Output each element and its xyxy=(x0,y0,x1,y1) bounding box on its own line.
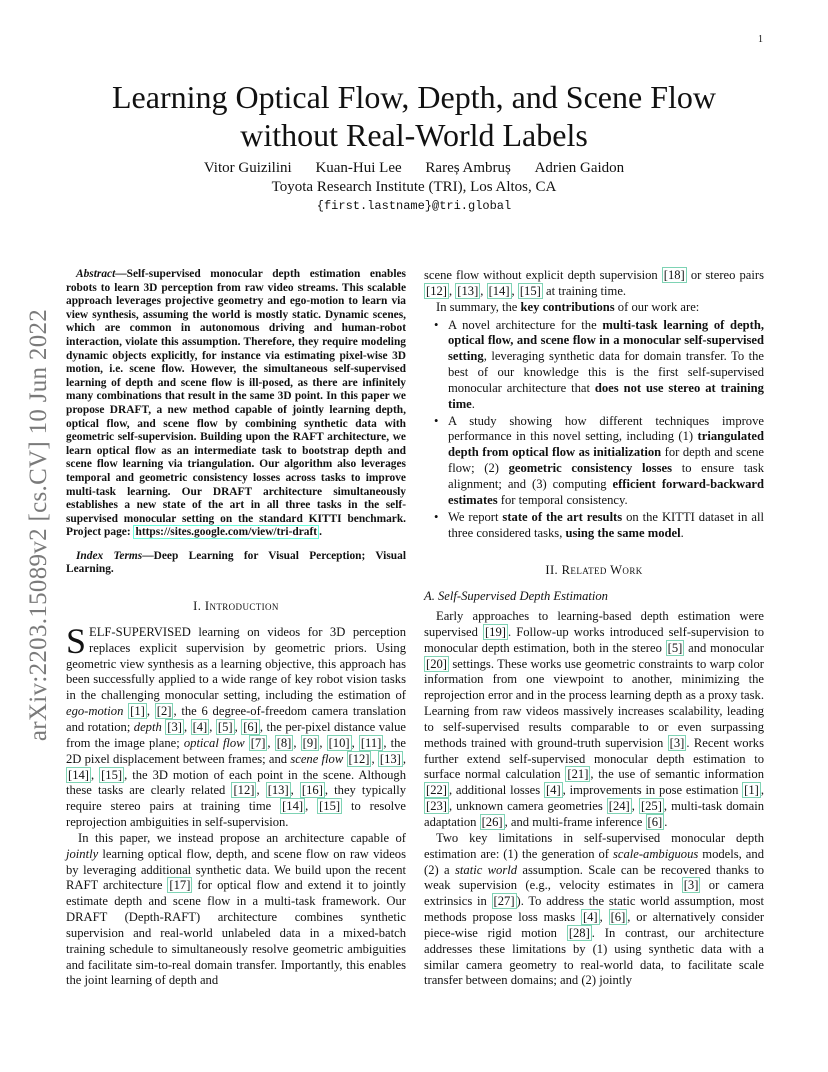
subsection-heading: A. Self-Supervised Depth Estimation xyxy=(424,589,608,604)
author: Vitor Guizilini xyxy=(203,160,292,176)
author-list xyxy=(60,160,768,177)
arxiv-stamp: arXiv:2203.15089v2 [cs.CV] 10 Jun 2022 xyxy=(25,308,52,742)
author: Adrien Gaidon xyxy=(534,160,625,176)
right-column xyxy=(424,268,764,989)
paper-title: Learning Optical Flow, Depth, and Scene Flow without Real-World Labels xyxy=(111,79,716,153)
author: Rareș Ambruș xyxy=(425,160,511,176)
summary-line: In summary, the key contributions of our work are: xyxy=(436,299,700,314)
list-item: • A study showing how different techniques improve performance in this novel setting, including (1) triangulated depth from optical flow as initialization for depth and scene flow; (2) geometric consistency losses to ensure task alignment; and (3) computing efficient forward-backward estimates for temporal consistency. xyxy=(448,414,764,509)
related-paragraph-1: Early approaches to learning-based depth estimation were supervised [19] . Follow-up works introduced self-supervision to monocular depth estimation, both in the stereo [5] and monocular [20] settings. These works use geometric constraints to warp color information from one viewpoint to another, minimizing the reprojection error and in the process learning depth as a proxy task. Learning from raw videos massively increases scalability, leading to self-supervised results comparable to or even surpassing methods trained with ground-truth supervision [3] . Recent works further extend self-supervised monocular depth estimation to surface normal calculation [21] , the use of semantic information [22] , additional losses [4] , improvements in pose estimation [1] , [23] , unknown camera geometries [24] , [25] , multi-task domain adaptation [26] , and multi-frame inference [6] . xyxy=(424,609,765,829)
intro-paragraph-2: In this paper, we instead propose an architecture capable of jointly learning optical flow, depth, and scene flow on raw videos by leveraging additional synthetic data. We build upon the recent RAFT architecture [17] for optical flow and extend it to jointly estimate depth and scene flow in a multi-task framework. Our DRAFT (Depth-RAFT) architecture combines synthetic supervision and real-world unlabeled data in a mixed-batch training schedule to simultaneously resolve geometric ambiguities and facilitate sim-to-real domain transfer. Importantly, this enables the joint learning of depth and xyxy=(66,830,406,988)
abstract: Abstract—Self-supervised monocular depth estimation enables robots to learn 3D perception from raw video streams. This scalable approach leverages projective geometry and ego-motion to learn via view synthesis, assuming the world is mostly static. Dynamic scenes, which are common in autonomous driving and human-robot interaction, violate this assumption. Therefore, they require modeling dynamic objects explicitly, for instance via estimating pixel-wise 3D motion, i.e. scene flow. However, the simultaneous self-supervised learning of depth and scene flow is ill-posed, as there are infinitely many combinations that result in the same 3D point. In this paper we propose DRAFT, a new method capable of jointly learning depth, optical flow, and scene flow by combining synthetic data with geometric self-supervision. Building upon the RAFT architecture, we learn optical flow as an intermediate task to bootstrap depth and scene flow learning via triangulation. Our algorithm also leverages temporal and geometric consistency losses across tasks to improve multi-task learning. Our DRAFT architecture simultaneously establishes a new state of the art in all three tasks in the self-supervised monocular setting on the standard KITTI benchmark. Project page: https://sites.google.com/view/tri-draft . xyxy=(66,268,406,539)
author: Kuan-Hui Lee xyxy=(315,160,402,176)
list-item: • A novel architecture for the multi-task learning of depth, optical flow, and scene flow in a monocular self-supervised setting, leveraging synthetic data for domain transfer. To the best of our knowledge this is the first self-supervised monocular architecture that does not use stereo at training time. xyxy=(448,318,764,413)
left-column xyxy=(66,268,406,989)
index-terms: Index Terms—Deep Learning for Visual Perception; Visual Learning. xyxy=(66,549,406,576)
section-heading-introduction: I. Introduction xyxy=(193,599,279,614)
related-paragraph-2: Two key limitations in self-supervised monocular depth estimation are: (1) the generation of scale-ambiguous models, and (2) a static world assumption. Scale can be recovered thanks to weak supervision (e.g., velocity estimates in [3] or camera extrinsics in [27] ). To address the static world assumption, most methods propose loss masks [4] , [6] , or alternatively consider piece-wise rigid motion [28] . In contrast, our architecture addresses these limitations by (1) using synthetic data with a similar camera geometry to real-world data, to facilitate scale transfer between domains; and (2) jointly xyxy=(424,830,765,988)
intro-paragraph-1: SELF-SUPERVISED learning on videos for 3D perception replaces explicit supervision by geometric priors. Using geometric view synthesis as a learning objective, this approach has been successfully applied to a wide range of key robot vision tasks in the challenging monocular setting, including the estimation of ego-motion [1] , [2] , the 6 degree-of-freedom camera translation and rotation; depth [3] , [4] , [5] , [6] , the per-pixel distance value from the image plane; optical flow [7] , [8] , [9] , [10] , [11] , the 2D pixel displacement between frames; and scene flow [12] , [13] , [14] , [15] , the 3D motion of each point in the scene. Although these tasks are clearly related [12] , [13] , [16] , they typically require stereo pairs at training time [14] , [15] to resolve reprojection ambiguities in self-supervision. xyxy=(66,620,407,830)
email: {first.lastname}@tri.global xyxy=(316,199,512,213)
section-heading-related-work: II. Related Work xyxy=(545,563,643,578)
project-link[interactable]: https://sites.google.com/view/tri-draft xyxy=(135,526,318,539)
list-item: • We report state of the art results on the KITTI dataset in all three considered tasks, using the same model. xyxy=(448,510,764,542)
contributions-list xyxy=(424,318,764,542)
page-number: 1 xyxy=(758,34,763,45)
intro-paragraph-2-cont: scene flow without explicit depth supervision [18] or stereo pairs [12] , [13] , [14] , [15] at training time. xyxy=(424,268,764,298)
affiliation: Toyota Research Institute (TRI), Los Altos, CA xyxy=(271,179,557,195)
